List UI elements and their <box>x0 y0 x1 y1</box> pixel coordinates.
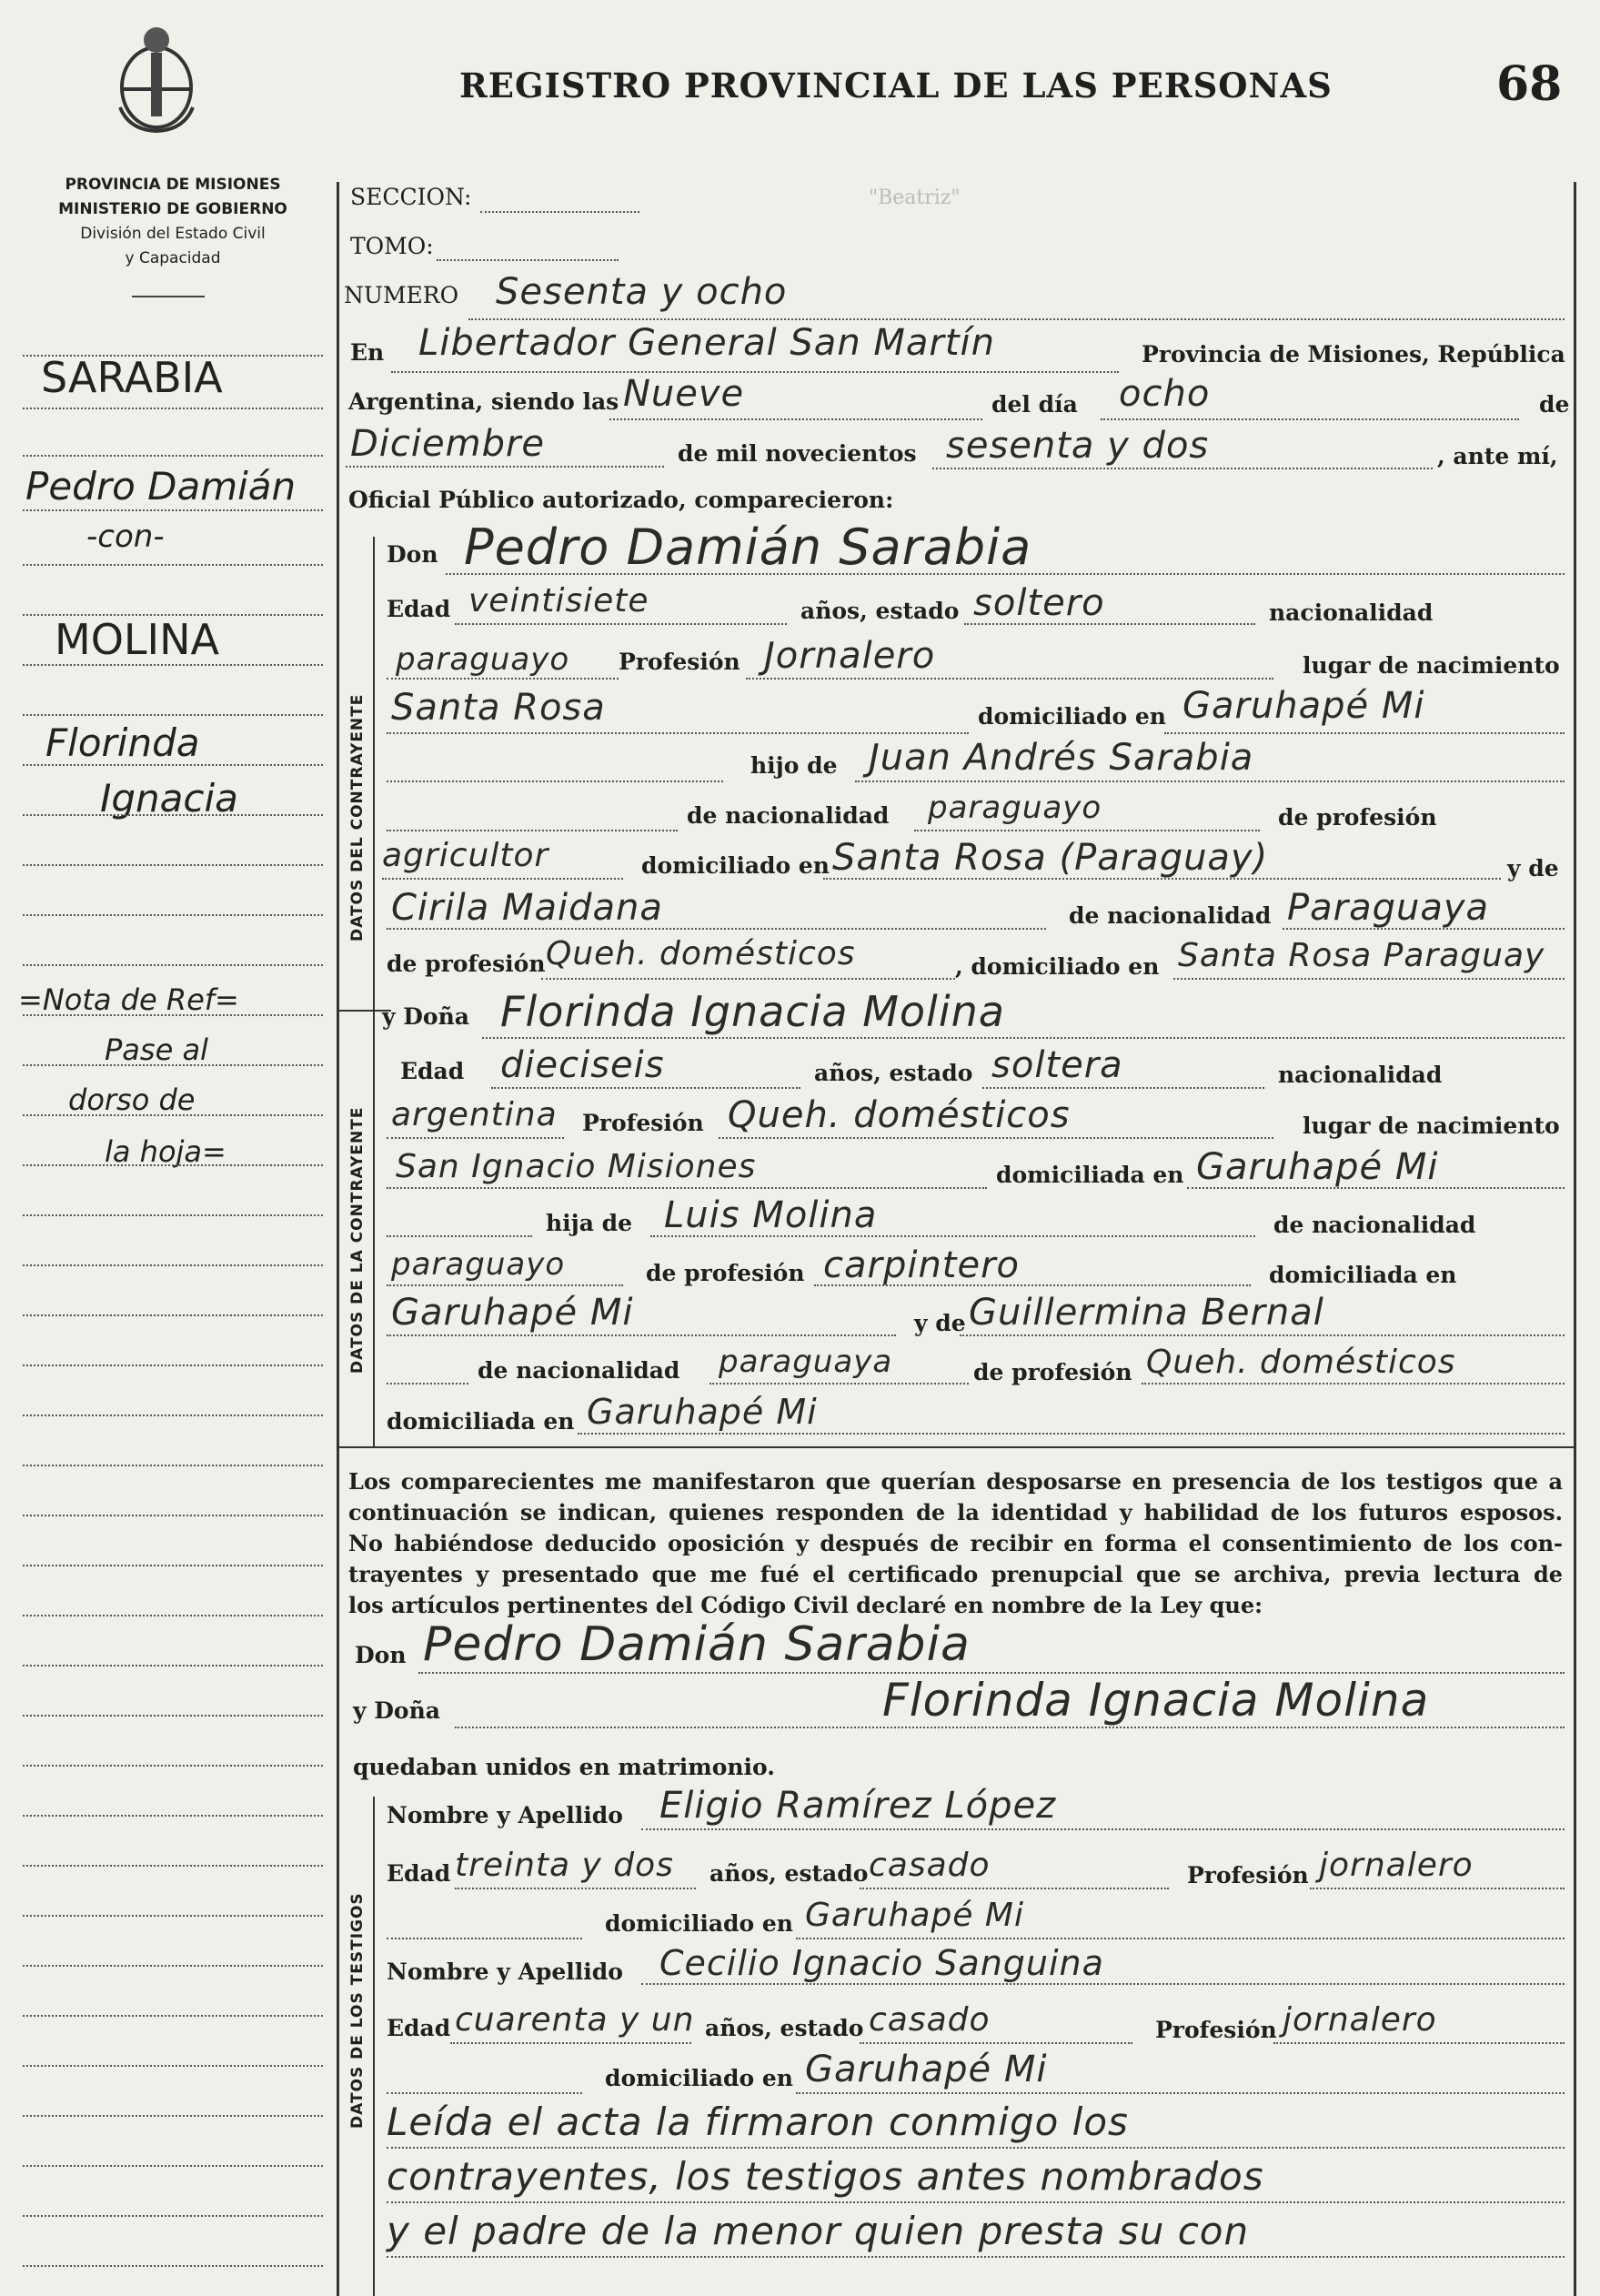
value-w1-name: Eligio Ramírez López <box>659 1785 1057 1827</box>
value-dia: ocho <box>1119 373 1211 415</box>
groom-name-line <box>446 573 1565 575</box>
label-domiciliado: domiciliado en <box>978 703 1166 730</box>
label-don-2: Don <box>355 1642 407 1668</box>
bride-prof-line <box>719 1137 1273 1139</box>
margin-rule <box>23 1114 323 1116</box>
margin-rule <box>23 1465 323 1466</box>
value-bride-father-prof: carpintero <box>823 1244 1021 1286</box>
value-anio: sesenta y dos <box>946 425 1210 467</box>
label-argentina: Argentina, siendo las <box>348 388 619 415</box>
value-w2-estado: casado <box>869 2001 991 2039</box>
bride-father-line <box>650 1235 1255 1237</box>
closing-line-3: y el padre de la menor quien presta su con <box>387 2209 1250 2253</box>
office-line-3: División del Estado Civil <box>80 225 266 243</box>
label-provincia: Provincia de Misiones, República <box>1142 341 1565 368</box>
label-de: de <box>1539 391 1570 418</box>
mes-line <box>346 466 664 468</box>
w2-age-line <box>450 2042 691 2044</box>
label-domiciliada: domiciliada en <box>996 1162 1184 1188</box>
label-seccion: SECCION: <box>350 184 472 210</box>
groom-mother-prof-line <box>541 978 955 980</box>
paragraph-line-5: los artículos pertinentes del Código Civil declaré en nombre de la Ley que: <box>348 1592 1263 1618</box>
margin-rule <box>23 2165 323 2167</box>
groom-prof-line <box>746 678 1273 680</box>
value-bride-father: Luis Molina <box>664 1194 878 1236</box>
margin-rule <box>23 1264 323 1266</box>
margin-rule <box>23 1815 323 1817</box>
value-bride-father-dom: Garuhapé Mi <box>391 1292 634 1334</box>
dia-line <box>1101 418 1519 420</box>
margin-rule <box>23 455 323 457</box>
groom-father-dom-line <box>823 878 1501 880</box>
value-groom-mother-dom: Santa Rosa Paraguay <box>1178 937 1545 974</box>
value-bride-lugar-nac: San Ignacio Misiones <box>396 1148 757 1185</box>
label-edad: Edad <box>387 596 451 622</box>
value-groom-father-dom: Santa Rosa (Paraguay) <box>832 837 1269 879</box>
label-edad-w2: Edad <box>387 2015 451 2041</box>
value-groom-father-prof: agricultor <box>382 837 549 874</box>
margin-name-2b: Ignacia <box>100 776 238 821</box>
label-de-nac-4: de nacionalidad <box>478 1357 680 1384</box>
faint-stamp: "Beatriz" <box>869 186 961 209</box>
groom-lugar-line <box>387 732 969 734</box>
label-nacionalidad: nacionalidad <box>1269 599 1434 626</box>
value-groom-domicilio: Garuhapé Mi <box>1182 685 1425 727</box>
declaration-paragraph <box>348 1466 1563 1621</box>
value-mes: Diciembre <box>350 423 546 465</box>
tomo-line <box>437 259 619 261</box>
value-bride-age: dieciseis <box>500 1044 665 1086</box>
label-y-dona: y Doña <box>382 1003 469 1030</box>
hora-line <box>609 418 982 420</box>
label-de-nac: de nacionalidad <box>687 802 890 829</box>
bride-mother-dom-line <box>578 1433 1565 1435</box>
w1-dom-blank <box>387 1938 582 1939</box>
label-edad-2: Edad <box>400 1058 465 1084</box>
label-en: En <box>350 339 385 366</box>
left-frame-line <box>337 182 339 2296</box>
label-anos-estado-2: años, estado <box>814 1060 973 1086</box>
office-line-2: MINISTERIO DE GOBIERNO <box>58 200 287 218</box>
value-w2-name: Cecilio Ignacio Sanguina <box>659 1943 1104 1983</box>
label-y-de-2: y de <box>914 1310 966 1336</box>
bride-nac-line <box>387 1137 564 1139</box>
margin-rule <box>23 1615 323 1616</box>
margin-rule <box>23 1515 323 1516</box>
bride-age-line <box>491 1087 800 1089</box>
margin-rule <box>23 664 323 666</box>
hijo-blank-line <box>387 780 723 782</box>
margin-con: -con- <box>86 519 165 555</box>
value-bride-mother-nac: paraguaya <box>719 1344 893 1380</box>
anio-line <box>932 468 1433 469</box>
value-w1-dom: Garuhapé Mi <box>805 1897 1024 1934</box>
label-domiciliado-w2: domiciliado en <box>605 2065 793 2091</box>
bride-mother-nac-line <box>709 1383 969 1385</box>
hija-blank-line <box>387 1235 532 1237</box>
value-numero: Sesenta y ocho <box>496 271 788 313</box>
label-del-dia: del día <box>991 391 1078 418</box>
bride-father-dom-line <box>387 1334 896 1336</box>
label-de-prof-3: de profesión <box>973 1359 1132 1385</box>
groom-mother-dom-line <box>1173 978 1565 980</box>
label-profesion-2: Profesión <box>582 1110 704 1136</box>
groom-father-line <box>855 780 1565 782</box>
value-bride-mother-dom: Garuhapé Mi <box>587 1392 818 1432</box>
section-divider <box>337 1446 1574 1448</box>
value-groom-age: veintisiete <box>468 582 649 619</box>
bride-mother-prof-line <box>1142 1383 1565 1385</box>
label-oficial: Oficial Público autorizado, comparecieron: <box>348 487 894 513</box>
value-w1-prof: jornalero <box>1319 1847 1474 1884</box>
margin-rule <box>23 814 323 816</box>
bride-mother-line <box>960 1334 1565 1336</box>
nac-blank-line <box>387 830 678 831</box>
office-underline <box>132 296 205 297</box>
margin-name-1: Pedro Damián <box>25 464 297 509</box>
dona-decl-line <box>455 1727 1565 1728</box>
label-lugar-nac-2: lugar de nacimiento <box>1303 1113 1560 1139</box>
closing-rule-2 <box>387 2201 1565 2203</box>
w2-name-line <box>641 1983 1565 1985</box>
value-don-decl: Pedro Damián Sarabia <box>423 1617 971 1672</box>
margin-surname-2: MOLINA <box>55 615 219 664</box>
w1-name-line <box>641 1828 1565 1830</box>
closing-line-2: contrayentes, los testigos antes nombrados <box>387 2154 1264 2199</box>
label-profesion: Profesión <box>619 649 740 675</box>
margin-rule <box>23 1865 323 1867</box>
value-groom-nac: paraguayo <box>396 641 570 678</box>
office-line-1: PROVINCIA DE MISIONES <box>65 176 281 194</box>
value-lugar: Libertador General San Martín <box>418 322 995 364</box>
label-domiciliada-2: domiciliada en <box>1269 1262 1457 1288</box>
bride-father-nac-line <box>387 1284 623 1286</box>
label-domiciliada-3: domiciliada en <box>387 1408 575 1435</box>
value-groom-prof: Jornalero <box>764 635 936 677</box>
label-don: Don <box>387 541 438 568</box>
contrayente-box-line <box>373 537 375 1446</box>
margin-rule <box>23 2265 323 2267</box>
seccion-line <box>480 211 639 213</box>
testigos-box-line <box>373 1797 375 2296</box>
margin-rule <box>23 764 323 766</box>
margin-rule <box>23 914 323 916</box>
label-de-prof-2: de profesión <box>646 1260 805 1286</box>
value-bride-estado: soltera <box>991 1044 1123 1086</box>
label-tomo: TOMO: <box>350 233 434 259</box>
label-hijo-de: hijo de <box>750 752 838 779</box>
margin-name-2a: Florinda <box>45 720 200 765</box>
margin-rule <box>23 2015 323 2017</box>
label-hija-de: hija de <box>546 1210 633 1236</box>
bride-estado-line <box>982 1087 1264 1089</box>
margin-rule <box>23 964 323 966</box>
office-line-4: y Capacidad <box>125 249 221 267</box>
w2-estado-line <box>860 2042 1132 2044</box>
margin-note-3: dorso de <box>68 1083 196 1117</box>
paragraph-line-3: No habiéndose deducido oposición y después de recibir en forma el consentimiento de los con- <box>348 1530 1563 1556</box>
value-bride-mother-prof: Queh. domésticos <box>1146 1344 1456 1381</box>
bride-dom-line <box>1187 1187 1565 1189</box>
side-label-contrayente: DATOS DEL CONTRAYENTE <box>348 693 367 942</box>
right-frame-line <box>1574 182 1576 2296</box>
margin-rule <box>23 1965 323 1967</box>
margin-rule <box>23 2215 323 2217</box>
margin-rule <box>23 2115 323 2117</box>
margin-rule <box>23 2065 323 2067</box>
margin-rule <box>23 408 323 409</box>
margin-rule <box>23 1014 323 1016</box>
closing-line-1: Leída el acta la firmaron conmigo los <box>387 2100 1129 2144</box>
margin-note-4: la hoja= <box>105 1134 226 1169</box>
label-y-dona-2: y Doña <box>353 1697 440 1724</box>
value-bride-name: Florinda Ignacia Molina <box>500 987 1005 1036</box>
label-quedaban: quedaban unidos en matrimonio. <box>353 1754 775 1780</box>
margin-note-1: =Nota de Ref= <box>18 982 239 1017</box>
label-comma-dom: , domiciliado en <box>955 953 1160 980</box>
label-de-prof: de profesión <box>1278 804 1437 831</box>
bride-father-prof-line <box>814 1284 1251 1286</box>
value-w2-age: cuarenta y un <box>455 2001 695 2039</box>
bride-lugar-line <box>387 1187 987 1189</box>
margin-rule <box>23 1064 323 1066</box>
paragraph-line-4: trayentes y presentado que me fué el certificado prenupcial que se archiva, previa lectura de <box>348 1561 1563 1587</box>
label-lugar-nac: lugar de nacimiento <box>1303 652 1560 679</box>
w1-dom-line <box>796 1938 1565 1939</box>
label-numero: NUMERO <box>344 282 459 308</box>
value-groom-father: Juan Andrés Sarabia <box>869 737 1254 779</box>
label-ante-mi: , ante mí, <box>1437 443 1558 469</box>
value-bride-prof: Queh. domésticos <box>728 1094 1071 1136</box>
value-groom-name: Pedro Damián Sarabia <box>464 519 1032 576</box>
value-dona-decl: Florinda Ignacia Molina <box>882 1674 1430 1727</box>
groom-mother-line <box>387 928 1046 930</box>
label-anos-estado: años, estado <box>800 598 960 624</box>
label-domiciliado-w1: domiciliado en <box>605 1910 793 1937</box>
label-y-de: y de <box>1507 855 1559 881</box>
margin-rule <box>23 1164 323 1166</box>
label-de-nac-3: de nacionalidad <box>1273 1212 1476 1238</box>
label-nombre-1: Nombre y Apellido <box>387 1802 623 1828</box>
label-de-profesion: de profesión <box>387 951 546 977</box>
closing-rule-1 <box>387 2147 1565 2149</box>
label-anos-estado-w1: años, estado <box>709 1860 869 1887</box>
label-de-mil: de mil novecientos <box>678 440 917 467</box>
margin-rule <box>23 1565 323 1566</box>
margin-rule <box>23 1365 323 1366</box>
margin-rule <box>23 1314 323 1316</box>
bride-name-line <box>482 1037 1565 1039</box>
value-bride-nac: argentina <box>391 1096 558 1133</box>
groom-father-prof-line <box>382 878 623 880</box>
groom-dom-line <box>1164 732 1565 734</box>
lugar-line <box>391 371 1119 373</box>
margin-note-2: Pase al <box>105 1032 208 1067</box>
side-label-contrayente-f: DATOS DE LA CONTRAYENTE <box>348 1106 367 1374</box>
margin-rule <box>23 1915 323 1917</box>
label-profesion-w1: Profesión <box>1187 1862 1309 1888</box>
w1-age-line <box>455 1888 696 1889</box>
w1-estado-line <box>860 1888 1169 1889</box>
value-w2-dom: Garuhapé Mi <box>805 2049 1048 2090</box>
value-bride-domicilio: Garuhapé Mi <box>1196 1146 1439 1188</box>
w2-dom-blank <box>387 2092 582 2094</box>
paragraph-line-1: Los comparecientes me manifestaron que querían desposarse en presencia de los testigos que a <box>348 1468 1563 1495</box>
numero-line <box>468 318 1565 320</box>
label-nacionalidad-2: nacionalidad <box>1278 1062 1443 1088</box>
margin-rule <box>23 1214 323 1216</box>
label-edad-w1: Edad <box>387 1860 451 1887</box>
page-number: 68 <box>1496 56 1563 112</box>
label-nombre-2: Nombre y Apellido <box>387 1959 623 1985</box>
value-groom-estado: soltero <box>973 582 1105 624</box>
coat-of-arms-icon <box>111 16 202 135</box>
value-groom-lugar-nac: Santa Rosa <box>391 687 606 729</box>
side-label-testigos: DATOS DE LOS TESTIGOS <box>348 1892 367 2129</box>
value-w2-prof: jornalero <box>1283 2001 1437 2039</box>
paragraph-line-2: continuación se indican, quienes responden de la identidad y habilidad de los futuros esposos. <box>348 1499 1563 1526</box>
margin-rule <box>23 564 323 566</box>
label-domiciliado-2: domiciliado en <box>641 852 830 879</box>
value-groom-mother: Cirila Maidana <box>391 887 663 929</box>
label-profesion-w2: Profesión <box>1155 2017 1277 2043</box>
margin-rule <box>23 714 323 716</box>
w2-prof-line <box>1273 2042 1565 2044</box>
w2-dom-line <box>796 2092 1565 2094</box>
groom-mother-nac-line <box>1283 928 1565 930</box>
value-w1-estado: casado <box>869 1847 991 1884</box>
value-w1-age: treinta y dos <box>455 1847 674 1884</box>
label-anos-estado-w2: años, estado <box>705 2015 864 2041</box>
margin-surname-1: SARABIA <box>41 353 223 402</box>
groom-estado-line <box>964 623 1255 625</box>
margin-rule <box>23 1715 323 1717</box>
value-hora: Nueve <box>623 373 745 415</box>
closing-rule-3 <box>387 2256 1565 2258</box>
margin-rule <box>23 1765 323 1767</box>
value-groom-father-nac: paraguayo <box>928 790 1102 826</box>
margin-rule <box>23 509 323 511</box>
margin-rule <box>23 864 323 866</box>
value-groom-mother-prof: Queh. domésticos <box>546 935 856 972</box>
groom-age-line <box>455 623 787 625</box>
value-bride-mother: Guillermina Bernal <box>969 1292 1324 1334</box>
value-groom-mother-nac: Paraguaya <box>1287 887 1490 929</box>
w1-prof-line <box>1310 1888 1565 1889</box>
page-title: REGISTRO PROVINCIAL DE LAS PERSONAS <box>459 65 1333 106</box>
bride-mother-blank <box>387 1383 468 1385</box>
groom-nac-line <box>387 678 619 680</box>
label-de-nac-2: de nacionalidad <box>1069 902 1272 929</box>
margin-rule <box>23 1415 323 1416</box>
margin-rule <box>23 1665 323 1667</box>
office-block <box>32 173 314 271</box>
value-bride-father-nac: paraguayo <box>391 1246 566 1283</box>
groom-father-nac-line <box>914 830 1260 831</box>
